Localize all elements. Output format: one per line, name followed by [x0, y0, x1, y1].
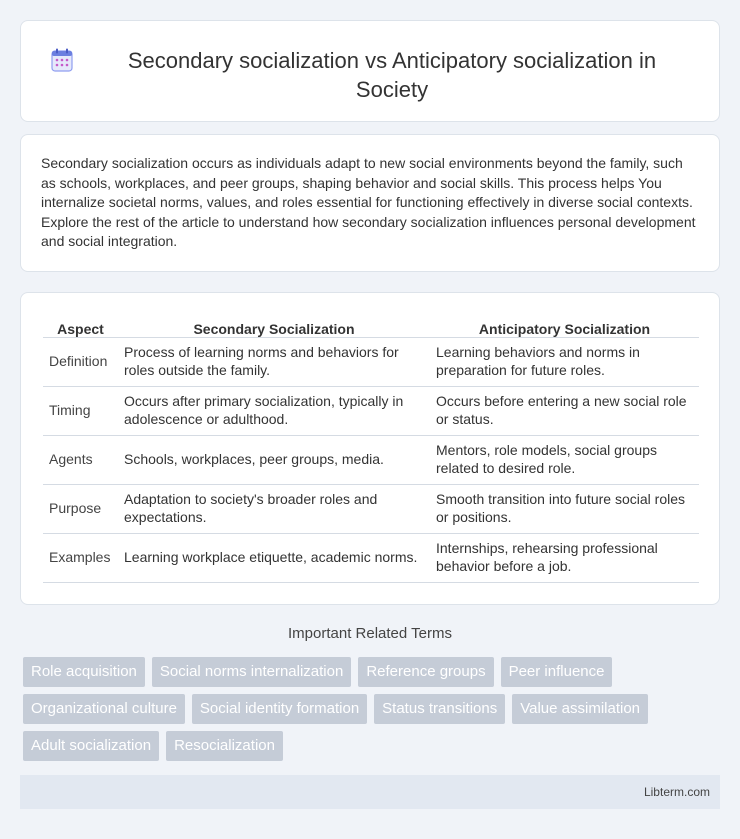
- row-anticipatory: Learning behaviors and norms in preparation for future roles.: [430, 337, 699, 386]
- intro-card: [20, 134, 720, 272]
- related-terms-list: [23, 657, 723, 761]
- tag-adult-socialization[interactable]: Adult socialization: [23, 731, 159, 761]
- comparison-table: [43, 315, 699, 583]
- row-aspect: Agents: [43, 435, 118, 484]
- tag-value-assimilation[interactable]: Value assimilation: [512, 694, 648, 724]
- header-aspect: Aspect: [43, 315, 118, 337]
- tag-reference-groups[interactable]: Reference groups: [358, 657, 493, 687]
- row-secondary: Occurs after primary socialization, typically in adolescence or adulthood.: [118, 386, 430, 435]
- calendar-icon: [51, 48, 73, 72]
- title-card: [20, 20, 720, 122]
- row-secondary: Schools, workplaces, peer groups, media.: [118, 435, 430, 484]
- row-aspect: Definition: [43, 337, 118, 386]
- footer: [20, 775, 720, 809]
- intro-paragraph: Secondary socialization occurs as individuals adapt to new social environments beyond the family, such as schools, workplaces, and peer groups, shaping behavior and social skills. This process helps You internalize societal norms, values, and roles essential for functioning effectively in diverse social contexts. Explore the rest of the article to understand how secondary socialization influences personal development and social integration.: [41, 155, 696, 250]
- table-row: [43, 484, 699, 533]
- row-secondary: Adaptation to society's broader roles and expectations.: [118, 484, 430, 533]
- tag-organizational-culture[interactable]: Organizational culture: [23, 694, 185, 724]
- table-row: [43, 386, 699, 435]
- table-header-row: [43, 315, 699, 337]
- related-terms-heading: Important Related Terms: [288, 625, 452, 642]
- tag-peer-influence[interactable]: Peer influence: [501, 657, 613, 687]
- header-secondary: Secondary Socialization: [118, 315, 430, 337]
- table-row: [43, 435, 699, 484]
- tag-resocialization[interactable]: Resocialization: [166, 731, 283, 761]
- row-anticipatory: Internships, rehearsing professional behavior before a job.: [430, 533, 699, 582]
- row-anticipatory: Smooth transition into future social roles or positions.: [430, 484, 699, 533]
- row-secondary: Learning workplace etiquette, academic norms.: [118, 533, 430, 582]
- row-secondary: Process of learning norms and behaviors for roles outside the family.: [118, 337, 430, 386]
- footer-site-link[interactable]: Libterm.com: [643, 785, 710, 799]
- page-title: Secondary socialization vs Anticipatory socialization in Society: [127, 48, 657, 102]
- tag-social-norms-internalization[interactable]: Social norms internalization: [152, 657, 351, 687]
- tag-social-identity-formation[interactable]: Social identity formation: [192, 694, 367, 724]
- row-anticipatory: Occurs before entering a new social role or status.: [430, 386, 699, 435]
- row-aspect: Timing: [43, 386, 118, 435]
- tag-role-acquisition[interactable]: Role acquisition: [23, 657, 145, 687]
- header-anticipatory: Anticipatory Socialization: [430, 315, 699, 337]
- row-aspect: Examples: [43, 533, 118, 582]
- tag-status-transitions[interactable]: Status transitions: [374, 694, 505, 724]
- row-aspect: Purpose: [43, 484, 118, 533]
- table-row: [43, 533, 699, 582]
- row-anticipatory: Mentors, role models, social groups related to desired role.: [430, 435, 699, 484]
- comparison-card: [20, 292, 720, 605]
- table-row: [43, 337, 699, 386]
